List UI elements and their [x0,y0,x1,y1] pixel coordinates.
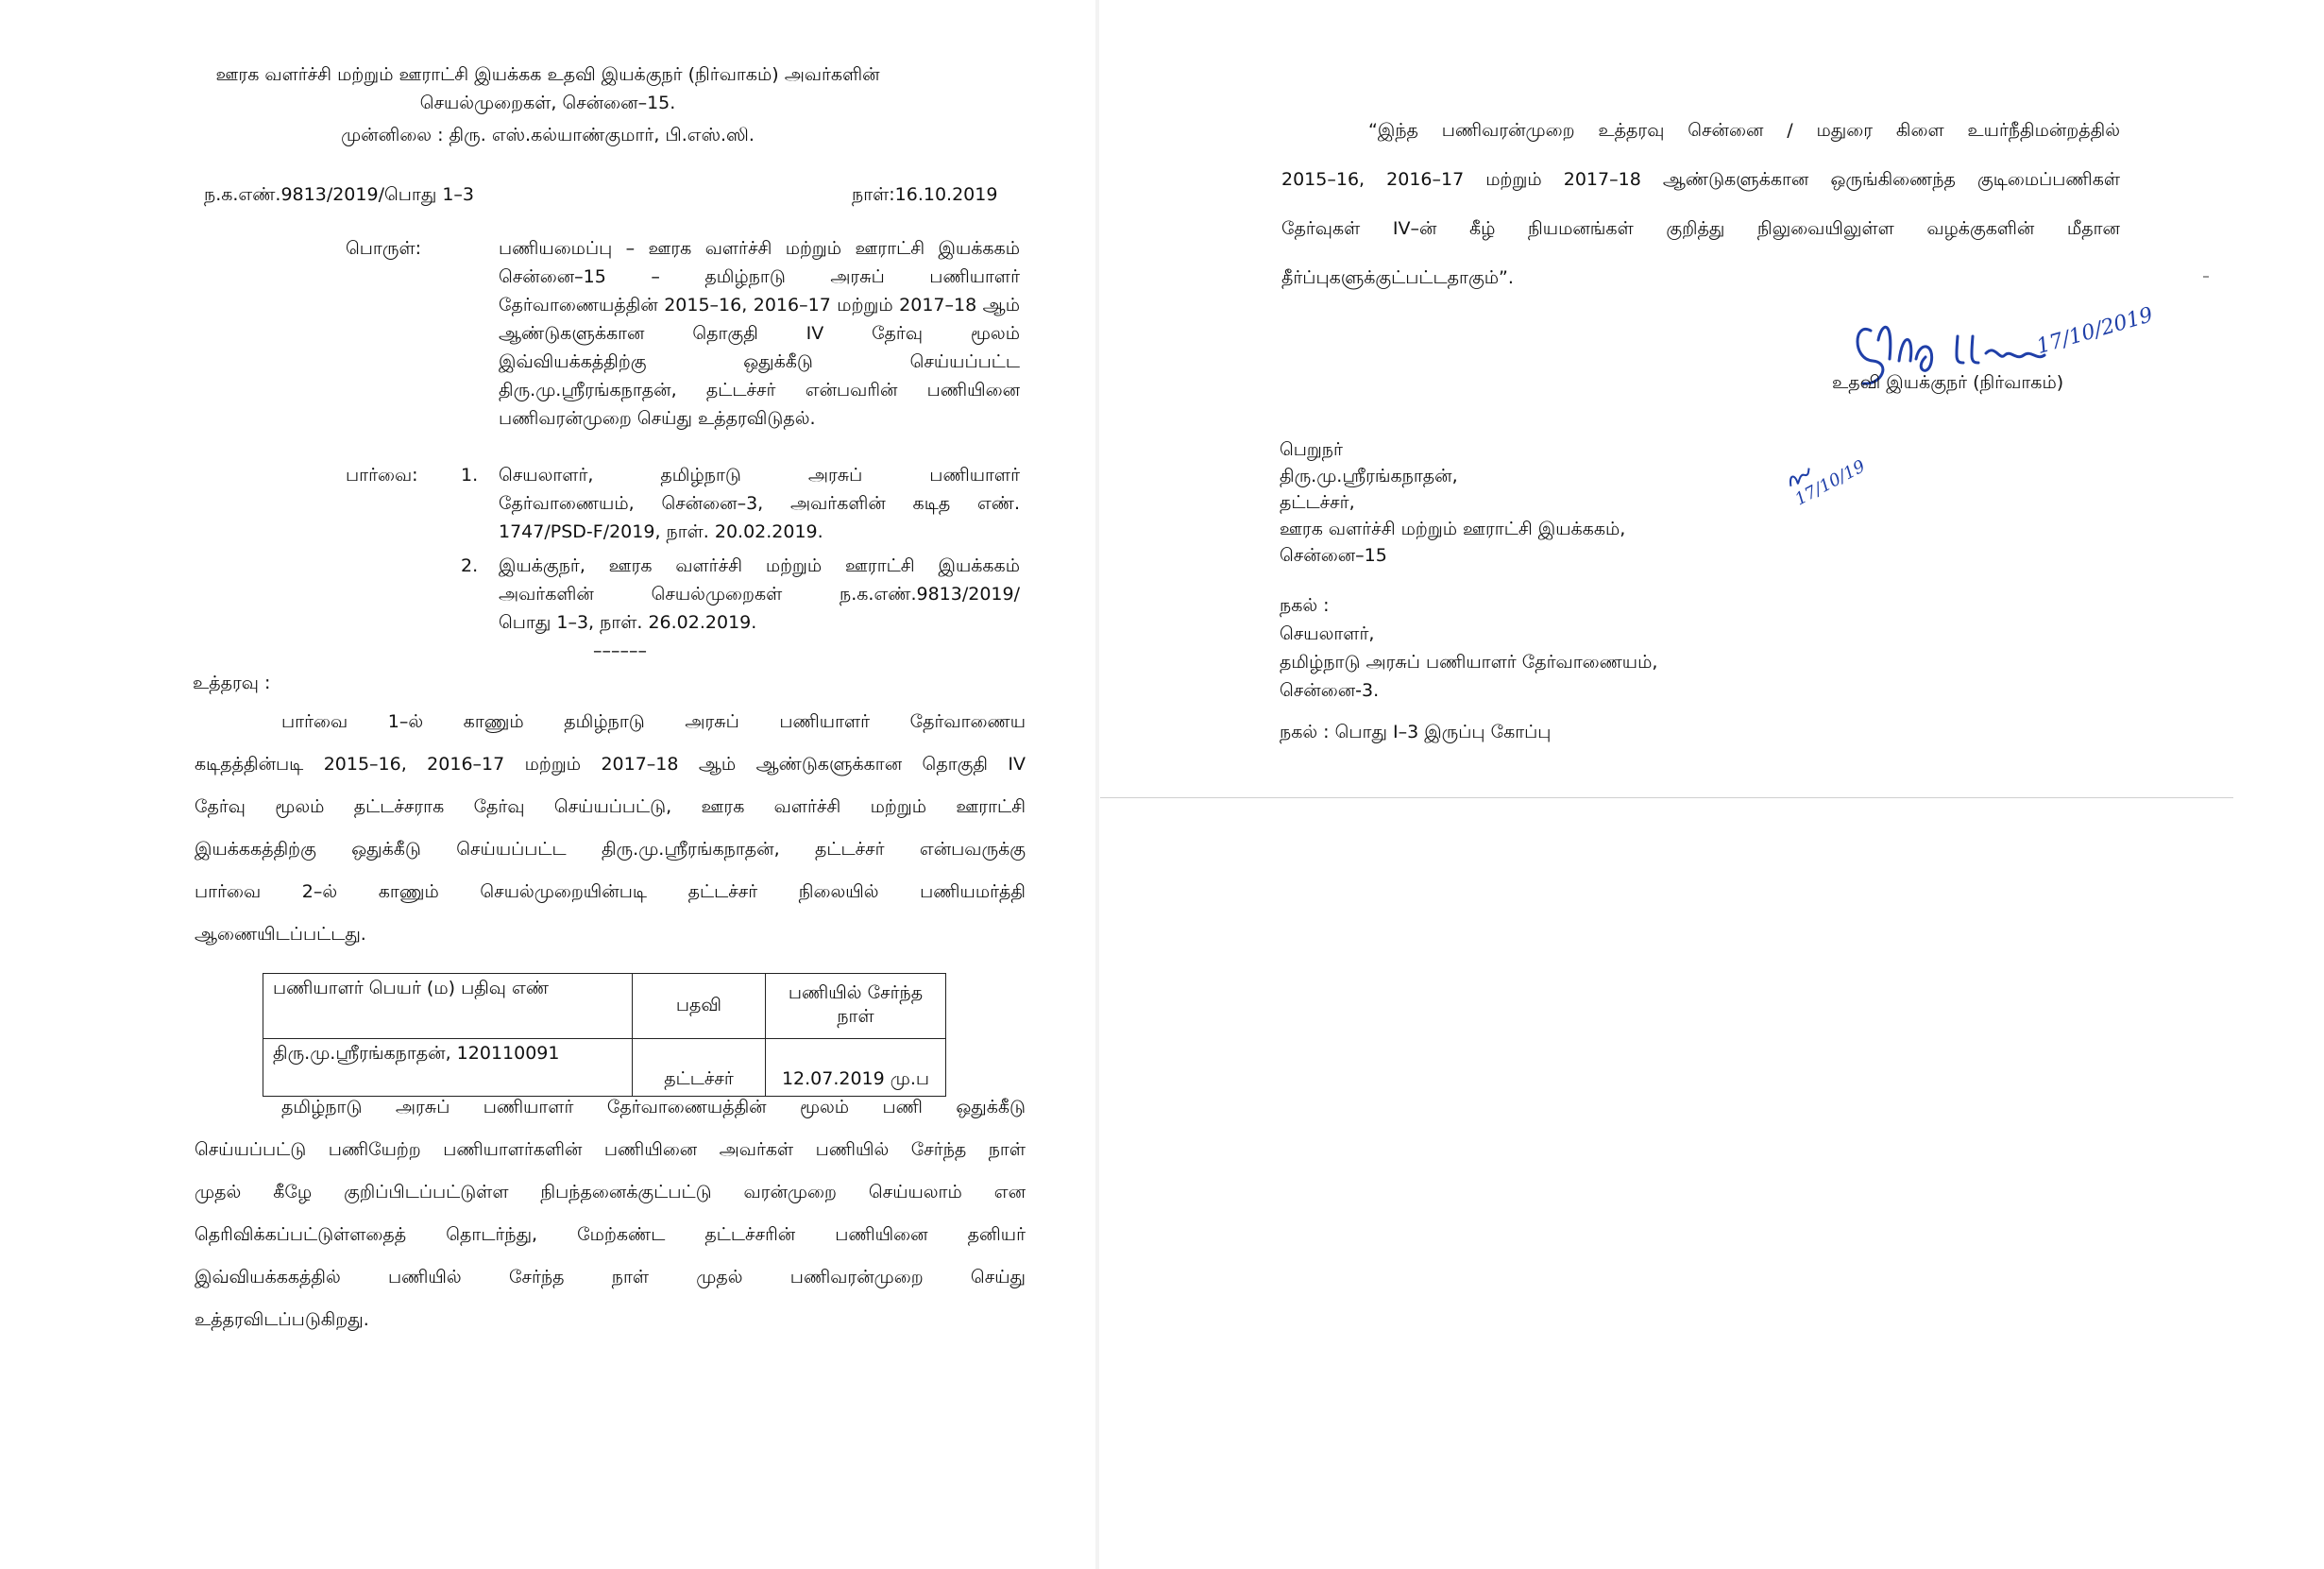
order-date: நாள்:16.10.2019 [852,184,998,205]
recipient-line: சென்னை–15 [1280,545,1387,566]
copy-block [1280,591,1657,705]
order-line: முதல் கீழே குறிப்பிடப்பட்டுள்ள நிபந்தனைக்குட்பட்டு வரன்முறை செய்யலாம் என [195,1182,1026,1202]
right-page [1100,0,2324,1569]
recipient-line: திரு.மு.ஸ்ரீரங்கநாதன், [1280,466,1458,486]
reference-1-number: 1. [461,465,479,486]
subject-label: பொருள்: [346,238,422,259]
copy-line: சென்னை-3. [1280,680,1380,701]
subject-line: பணியமைப்பு – ஊரக வளர்ச்சி மற்றும் ஊராட்சி இயக்ககம் [499,238,1020,259]
initials-date: 17/10/19 [1791,456,1869,510]
table-cell: தட்டச்சர் [633,1039,766,1097]
order-line: கடிதத்தின்படி 2015–16, 2016–17 மற்றும் 2017–18 ஆம் ஆண்டுகளுக்கான தொகுதி IV [195,754,1026,775]
reference-2-line: பொது 1–3, நாள். 26.02.2019. [499,612,757,633]
header-line-3: முன்னிலை : திரு. எஸ்.கல்யாண்குமார், பி.எஸ்.ஸி. [341,125,755,145]
reference-label: பார்வை: [346,465,418,486]
reference-2-number: 2. [461,555,479,576]
order-line: தெரிவிக்கப்பட்டுள்ளதைத் தொடர்ந்து, மேற்கண்ட தட்டச்சரின் பணியினை தனியர் [195,1224,1026,1245]
copy-line: செயலாளர், [1280,623,1375,644]
subject-line: பணிவரன்முறை செய்து உத்தரவிடுதல். [499,408,816,429]
order-paragraph-1 [195,701,1026,956]
order-line: இயக்ககத்திற்கு ஒதுக்கீடு செய்யப்பட்ட திரு.மு.ஸ்ரீரங்கநாதன், தட்டச்சர் என்பவருக்கு [195,839,1026,860]
order-line: உத்தரவிடப்படுகிறது. [195,1309,369,1330]
copy-label: நகல் : [1280,595,1330,616]
reference-2-line: இயக்குநர், ஊரக வளர்ச்சி மற்றும் ஊராட்சி இயக்ககம் [499,555,1020,576]
left-page [0,0,1095,1569]
subject-block [499,234,1020,433]
recipient-label: பெறுநர் [1280,439,1343,460]
quote-line: தீர்ப்புகளுக்குட்பட்டதாகும்”. [1281,267,1514,288]
reference-1 [499,461,1020,546]
recipient-block [1280,436,1625,569]
subject-line: தேர்வாணையத்தின் 2015–16, 2016–17 மற்றும் 2017–18 ஆம் [499,295,1020,316]
recipient-line: தட்டச்சர், [1280,492,1355,513]
header-line-1: ஊரக வளர்ச்சி மற்றும் ஊராட்சி இயக்கக உதவி இயக்குநர் (நிர்வாகம்) அவர்களின் [215,64,880,85]
scan-mark [2203,276,2209,278]
reference-1-line: தேர்வாணையம், சென்னை–3, அவர்களின் கடித எண். [499,493,1020,514]
employee-table [263,973,946,1097]
initials [1783,439,1869,509]
quote-line: தேர்வுகள் IV–ன் கீழ் நியமனங்கள் குறித்து நிலுவையிலுள்ள வழக்குகளின் மீதான [1281,218,2120,239]
quote-line: “இந்த பணிவரன்முறை உத்தரவு சென்னை / மதுரை கிளை உயர்நீதிமன்றத்தில் [1368,120,2120,141]
page-fold [1095,0,1099,1569]
header-line-2: செயல்முறைகள், சென்னை–15. [419,93,676,113]
court-condition-quote [1281,106,2120,302]
order-line: தேர்வு மூலம் தட்டச்சராக தேர்வு செய்யப்பட்டு, ஊரக வளர்ச்சி மற்றும் ஊராட்சி [195,796,1026,817]
order-line: செய்யப்பட்டு பணியேற்ற பணியாளர்களின் பணியினை அவர்கள் பணியில் சேர்ந்த நாள் [195,1139,1026,1160]
reference-2 [499,552,1020,637]
order-label: உத்தரவு : [193,673,271,693]
signature-date: 17/10/2019 [2034,303,2156,359]
separator: –––––– [593,640,647,661]
order-line: தமிழ்நாடு அரசுப் பணியாளர் தேர்வாணையத்தின் மூலம் பணி ஒதுக்கீடு [281,1097,1026,1117]
recipient-line: ஊரக வளர்ச்சி மற்றும் ஊராட்சி இயக்ககம், [1280,519,1626,539]
table-cell: 12.07.2019 மு.ப [766,1039,946,1097]
table-header-row [263,974,946,1039]
subject-line: சென்னை–15 – தமிழ்நாடு அரசுப் பணியாளர் [499,266,1020,287]
signatory: உதவி இயக்குநர் (நிர்வாகம்) [1832,372,2064,393]
subject-line: இவ்வியக்கத்திற்கு ஒதுக்கீடு செய்யப்பட்ட [499,351,1020,372]
reference-number: ந.க.எண்.9813/2019/பொது 1–3 [204,184,475,205]
table-header-cell: பணியாளர் பெயர் (ம) பதிவு எண் [263,974,633,1039]
order-line: இவ்வியக்ககத்தில் பணியில் சேர்ந்த நாள் முதல் பணிவரன்முறை செய்து [195,1267,1026,1288]
header [189,60,907,149]
order-line: பார்வை 1–ல் காணும் தமிழ்நாடு அரசுப் பணியாளர் தேர்வாணைய [281,711,1026,732]
reference-1-line: 1747/PSD-F/2019, நாள். 20.02.2019. [499,521,823,542]
table-header-cell: பதவி [633,974,766,1039]
quote-line: 2015–16, 2016–17 மற்றும் 2017–18 ஆண்டுகளுக்கான ஒருங்கிணைந்த குடிமைப்பணிகள் [1281,169,2120,190]
order-line: பார்வை 2–ல் காணும் செயல்முறையின்படி தட்டச்சர் நிலையில் பணியமர்த்தி [195,881,1026,902]
table-header-cell: பணியில் சேர்ந்த நாள் [766,974,946,1039]
office-copy: நகல் : பொது I–3 இருப்பு கோப்பு [1280,722,1552,742]
subject-line: திரு.மு.ஸ்ரீரங்கநாதன், தட்டச்சர் என்பவரின் பணியினை [499,380,1020,401]
table-cell: திரு.மு.ஸ்ரீரங்கநாதன், 120110091 [263,1039,633,1097]
reference-1-line: செயலாளர், தமிழ்நாடு அரசுப் பணியாளர் [499,465,1020,486]
reference-2-line: அவர்களின் செயல்முறைகள் ந.க.எண்.9813/2019/ [499,584,1020,605]
copy-line: தமிழ்நாடு அரசுப் பணியாளர் தேர்வாணையம், [1280,652,1658,673]
order-line: ஆணையிடப்பட்டது. [195,924,366,945]
order-paragraph-2 [195,1086,1026,1341]
subject-line: ஆண்டுகளுக்கான தொகுதி IV தேர்வு மூலம் [499,323,1020,344]
